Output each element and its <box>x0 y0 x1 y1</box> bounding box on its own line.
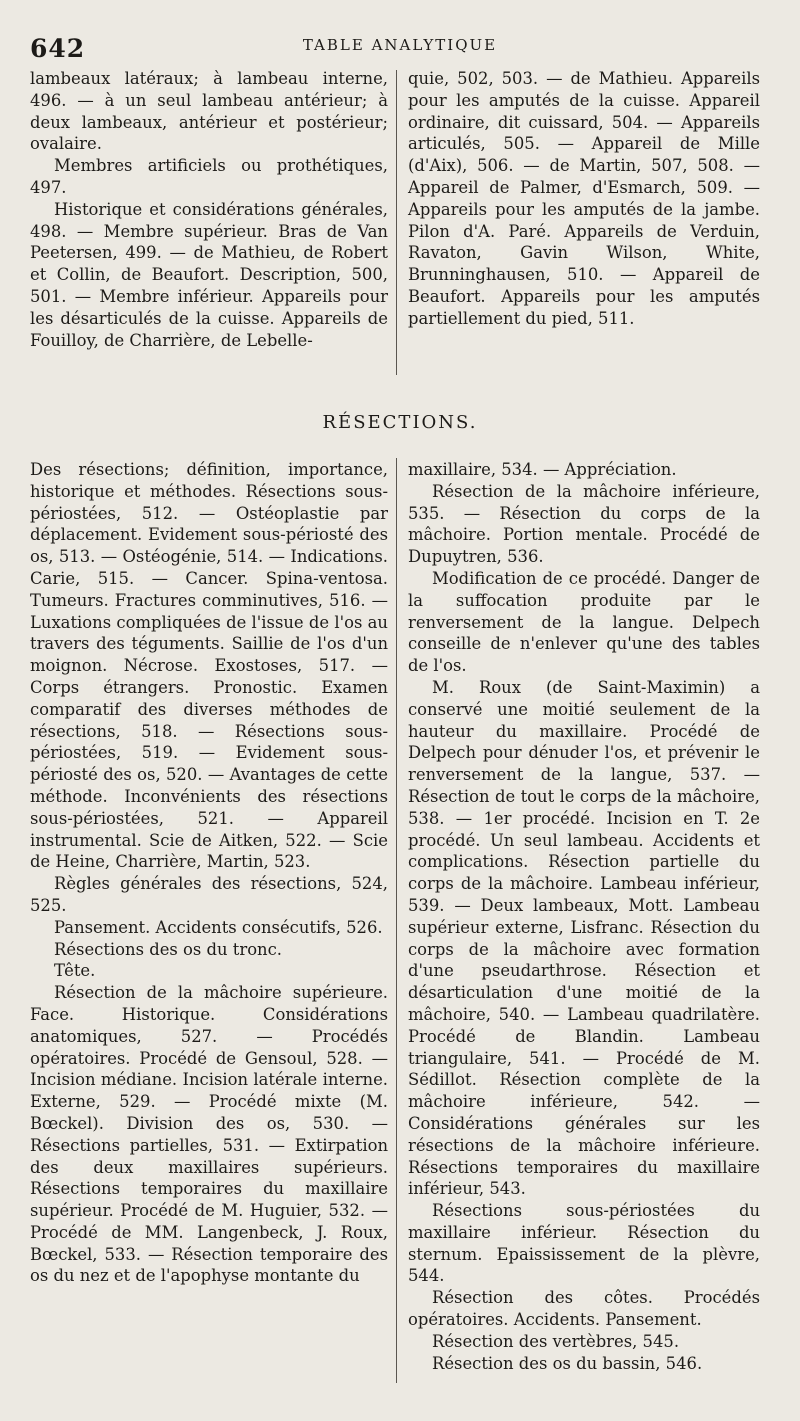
paragraph: Modification de ce procédé. Danger de la suffocation produite par le renversement de la langue. Delpech conseille de n'enlever qu'une des tables de l'os. <box>408 568 760 676</box>
top-right-column <box>408 68 760 330</box>
paragraph: Résection des os du bassin, 546. <box>432 1353 703 1373</box>
paragraph: Résections des os du tronc. <box>54 939 283 959</box>
page-number: 642 <box>30 34 86 63</box>
top-left-column <box>30 68 388 351</box>
paragraph: Résections sous-périostées du maxillaire inférieur. Résection du sternum. Epaississement de la plèvre, 544. <box>408 1201 760 1286</box>
paragraph: Pansement. Accidents consécutifs, 526. <box>54 917 383 937</box>
paragraph: Résection de la mâchoire supérieure. Face. Historique. Considérations anatomiques, 527. — Procédés opératoires. Procédé de Gensoul, 528. — Incision médiane. Incision latérale interne. Externe, 529. — Procédé mixte (M. Bœckel). Division des os, 530. — Résections partielles, 531. — Extirpation des deux maxillaires supérieurs. Résections temporaires du maxillaire supérieur. Procédé de M. Huguier, 532. — Procédé de MM. Langenbeck, J. Roux, Bœckel, 533. — Résection temporaire des os du nez et de l'apophyse montante du <box>30 983 388 1286</box>
paragraph: lambeaux latéraux; à lambeau interne, 496. — à un seul lambeau antérieur; à deux lambeaux, antérieur et postérieur; ovalaire. <box>30 69 388 154</box>
paragraph: Membres artificiels ou prothétiques, 497. <box>30 156 388 197</box>
column-divider <box>396 458 397 1383</box>
column-divider <box>396 70 397 375</box>
bottom-left-column <box>30 459 388 1287</box>
paragraph: Historique et considérations générales, 498. — Membre supérieur. Bras de Van Peetersen, 499. — de Mathieu, de Robert et Collin, de Beaufort. Description, 500, 501. — Membre inférieur. Appareils pour les désarticulés de la cuisse. Appareils de Fouilloy, de Charrière, de Lebelle- <box>30 199 388 350</box>
paragraph: Résection des vertèbres, 545. <box>432 1331 680 1351</box>
paragraph: Résection des côtes. Procédés opératoires. Accidents. Pansement. <box>408 1288 760 1330</box>
paragraph: quie, 502, 503. — de Mathieu. Appareils pour les amputés de la cuisse. Appareil ordinaire, dit cuissard, 504. — Appareils articulés, 505. — Appareil de Mille (d'Aix), 506. — de Martin, 507, 508. — Appareil de Palmer, d'Esmarch, 509. — Appareils pour les amputés de la jambe. Pilon d'A. Paré. Appareils de Verduin, Ravaton, Gavin Wilson, White, Brunninghausen, 510. — Appareil de Beaufort. Appareils pour les amputés partiellement du pied, 511. <box>408 69 760 328</box>
paragraph: Des résections; définition, importance, historique et méthodes. Résections sous-périostées, 512. — Ostéoplastie par déplacement. Evidement sous-périosté des os, 513. — Ostéogénie, 514. — Indications. Carie, 515. — Cancer. Spina-ventosa. Tumeurs. Fractures comminutives, 516. — Luxations compliquées de l'issue de l'os au travers des téguments. Saillie de l'os d'un moignon. Nécrose. Exostoses, 517. — Corps étrangers. Pronostic. Examen comparatif des diverses méthodes de résections, 518. — Résections sous-périostées, 519. — Evidement sous-périosté des os, 520. — Avantages de cette méthode. Inconvénients des résections sous-périostées, 521. — Appareil instrumental. Scie de Aitken, 522. — Scie de Heine, Charrière, Martin, 523. <box>30 460 388 872</box>
bottom-right-column <box>408 459 760 1374</box>
section-heading: RÉSECTIONS. <box>322 412 478 433</box>
running-title: TABLE ANALYTIQUE <box>302 36 498 54</box>
paragraph: Règles générales des résections, 524, 525. <box>30 874 388 915</box>
paragraph: maxillaire, 534. — Appréciation. <box>408 460 677 479</box>
paragraph: M. Roux (de Saint-Maximin) a conservé une moitié seulement de la hauteur du maxillaire. Procédé de Delpech pour dénuder l'os, et prévenir le renversement de la langue, 537. — Résection de tout le corps de la mâchoire, 538. — 1er procédé. Incision en T. 2e procédé. Un seul lambeau. Accidents et complications. Résection partielle du corps de la mâchoire. Lambeau inférieur, 539. — Deux lambeaux, Mott. Lambeau supérieur externe, Lisfranc. Résection du corps de la mâchoire avec formation d'une pseudarthrose. Résection et désarticulation d'une moitié de la mâchoire, 540. — Lambeau quadrilatère. Procédé de Blandin. Lambeau triangulaire, 541. — Procédé de M. Sédillot. Résection complète de la mâchoire inférieure, 542. — Considérations générales sur les résections de la mâchoire inférieure. Résections temporaires du maxillaire inférieur, 543. <box>408 677 760 1199</box>
paragraph: Tête. <box>54 961 96 981</box>
paragraph: Résection de la mâchoire inférieure, 535. — Résection du corps de la mâchoire. Portion mentale. Procédé de Dupuytren, 536. <box>408 481 760 567</box>
